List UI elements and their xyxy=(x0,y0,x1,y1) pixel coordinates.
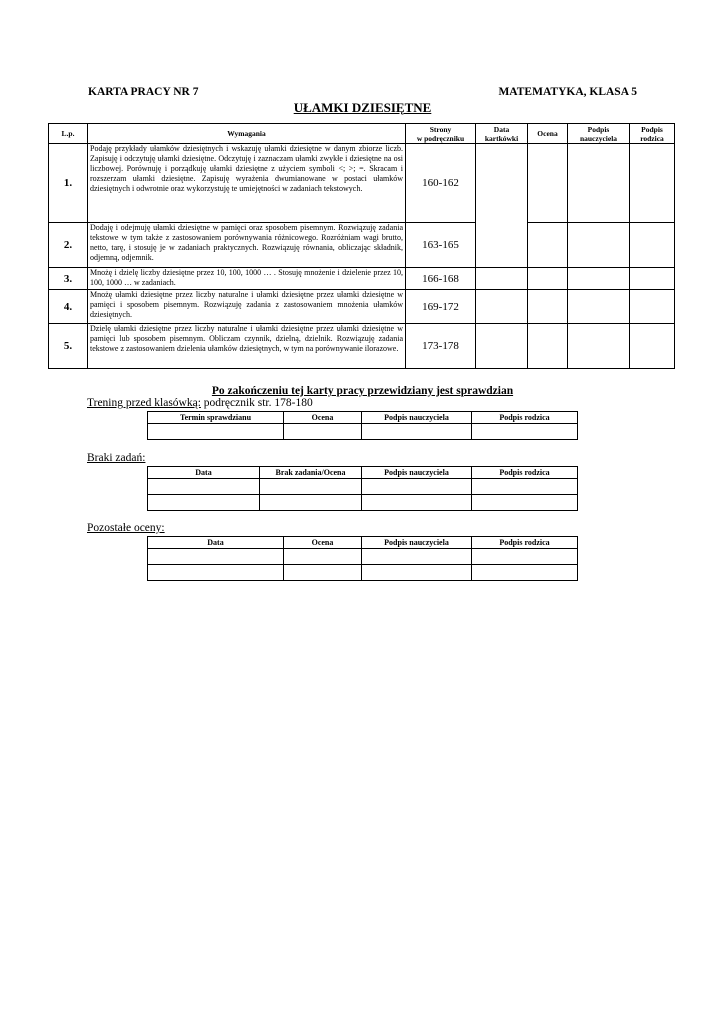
quiz-date-cell[interactable] xyxy=(476,324,528,369)
col-missing-grade: Brak zadania/Ocena xyxy=(260,467,362,479)
other-grades-label: Pozostałe oceny: xyxy=(87,522,165,534)
col-grade: Ocena xyxy=(284,412,362,424)
col-teacher-signature: Podpis nauczyciela xyxy=(362,412,472,424)
col-grade: Ocena xyxy=(528,124,568,144)
grade-cell[interactable] xyxy=(284,549,362,565)
teacher-signature-cell[interactable] xyxy=(568,144,630,223)
test-date-cell[interactable] xyxy=(148,424,284,440)
requirement-text: Dzielę ułamki dziesiętne przez liczby naturalne i ułamki dziesiętne przez ułamki dziesiętne w pamięci lub sposobem pisemnym. Obliczam czynnik, dzielną, dzielnik. Rozwiązuję zadania tekstowe z zastosowaniem dzielenia ułamków dziesiętnych, w tym na porównywanie ilorazowe. xyxy=(88,324,406,369)
parent-signature-cell[interactable] xyxy=(630,223,675,268)
teacher-signature-cell[interactable] xyxy=(362,479,472,495)
col-parent-signature: Podpis rodzica xyxy=(472,412,578,424)
table-row xyxy=(49,144,675,223)
teacher-signature-cell[interactable] xyxy=(568,324,630,369)
training-line xyxy=(87,397,313,409)
col-pages: Strony w podręczniku xyxy=(406,124,476,144)
teacher-signature-cell[interactable] xyxy=(362,549,472,565)
table-row xyxy=(49,324,675,369)
col-teacher-signature: Podpis nauczyciela xyxy=(362,467,472,479)
parent-signature-cell[interactable] xyxy=(472,549,578,565)
col-parent-signature: Podpis rodzica xyxy=(630,124,675,144)
page-title: UŁAMKI DZIESIĘTNE xyxy=(293,100,432,115)
grade-cell[interactable] xyxy=(284,424,362,440)
date-cell[interactable] xyxy=(148,549,284,565)
grade-cell[interactable] xyxy=(528,144,568,223)
missing-grade-cell[interactable] xyxy=(260,479,362,495)
parent-signature-cell[interactable] xyxy=(472,565,578,581)
grade-cell[interactable] xyxy=(528,268,568,290)
col-parent-signature: Podpis rodzica xyxy=(472,467,578,479)
missing-tasks-table xyxy=(147,466,578,511)
page-range: 160-162 xyxy=(406,144,476,223)
col-parent-signature: Podpis rodzica xyxy=(472,537,578,549)
date-cell[interactable] xyxy=(148,495,260,511)
requirement-text: Dodaję i odejmuję ułamki dziesiętne w pamięci oraz sposobem pisemnym. Rozwiązuję zadania tekstowe w tym także z zastosowaniem porównywania różnicowego. Rozróżniam wagi brutto, netto, tarę, i stosuję je w zadaniach praktycznych. Rozwiązuję równania, obliczając składnik, odjemną, odjemnik. xyxy=(88,223,406,268)
table-row xyxy=(49,268,675,290)
table-row xyxy=(148,424,578,440)
missing-grade-cell[interactable] xyxy=(260,495,362,511)
other-grades-table xyxy=(147,536,578,581)
col-quiz-date: Data kartkówki xyxy=(476,124,528,144)
parent-signature-cell[interactable] xyxy=(472,424,578,440)
row-number: 2. xyxy=(49,223,88,268)
subject-class: MATEMATYKA, KLASA 5 xyxy=(498,86,637,98)
test-announcement: Po zakończeniu tej karty pracy przewidziany jest sprawdzian xyxy=(211,385,514,397)
teacher-signature-cell[interactable] xyxy=(568,290,630,324)
col-date: Data xyxy=(148,467,260,479)
table-row xyxy=(148,495,578,511)
col-requirements: Wymagania xyxy=(88,124,406,144)
worksheet-number: KARTA PRACY NR 7 xyxy=(88,86,199,98)
requirement-text: Mnożę ułamki dziesiętne przez liczby naturalne i ułamki dziesiętne przez ułamki dziesiętne w pamięci i sposobem pisemnym. Rozwiązuję zadania z zastosowaniem mnożenia ułamków dziesiętnych. xyxy=(88,290,406,324)
requirements-table xyxy=(48,123,675,369)
parent-signature-cell[interactable] xyxy=(630,268,675,290)
grade-cell[interactable] xyxy=(528,290,568,324)
quiz-date-cell[interactable] xyxy=(476,268,528,290)
page-range: 166-168 xyxy=(406,268,476,290)
teacher-signature-cell[interactable] xyxy=(568,223,630,268)
col-test-date: Termin sprawdzianu xyxy=(148,412,284,424)
col-teacher-signature: Podpis nauczyciela xyxy=(568,124,630,144)
table-row xyxy=(148,565,578,581)
quiz-date-cell[interactable] xyxy=(476,290,528,324)
col-teacher-signature: Podpis nauczyciela xyxy=(362,537,472,549)
parent-signature-cell[interactable] xyxy=(472,479,578,495)
requirement-text: Podaję przykłady ułamków dziesiętnych i wskazuję ułamki dziesiętne w danym zbiorze liczb. Zapisuję i odczytuję ułamki dziesiętne. Odczytuję i zaznaczam ułamki zwykłe i dziesiętne na osi liczbowej. Porównuję i porządkuję ułamki dziesiętne z użyciem symboli <; >; =. Skracam i rozszerzam ułamki dziesiętne. Zapisuję wyrażenia dwumianowane w postaci ułamków dziesiętnych i odwrotnie oraz wykorzystuję te umiejętności w zadaniach tekstowych. xyxy=(88,144,406,223)
date-cell[interactable] xyxy=(148,565,284,581)
teacher-signature-cell[interactable] xyxy=(362,495,472,511)
parent-signature-cell[interactable] xyxy=(630,144,675,223)
test-table xyxy=(147,411,578,440)
parent-signature-cell[interactable] xyxy=(630,324,675,369)
teacher-signature-cell[interactable] xyxy=(362,565,472,581)
parent-signature-cell[interactable] xyxy=(472,495,578,511)
col-date: Data xyxy=(148,537,284,549)
training-label: Trening przed klasówką: xyxy=(87,397,201,409)
missing-tasks-label: Braki zadań: xyxy=(87,452,146,464)
page-range: 173-178 xyxy=(406,324,476,369)
date-cell[interactable] xyxy=(148,479,260,495)
table-row xyxy=(148,549,578,565)
grade-cell[interactable] xyxy=(528,324,568,369)
table-row xyxy=(49,223,675,268)
requirement-text: Mnożę i dzielę liczby dziesiętne przez 10, 100, 1000 … . Stosuję mnożenie i dzielenie przez 10, 100, 1000 … w zadaniach. xyxy=(88,268,406,290)
page-range: 163-165 xyxy=(406,223,476,268)
col-grade: Ocena xyxy=(284,537,362,549)
quiz-date-cell[interactable] xyxy=(476,144,528,268)
parent-signature-cell[interactable] xyxy=(630,290,675,324)
col-lp: L.p. xyxy=(49,124,88,144)
teacher-signature-cell[interactable] xyxy=(362,424,472,440)
page-range: 169-172 xyxy=(406,290,476,324)
teacher-signature-cell[interactable] xyxy=(568,268,630,290)
row-number: 4. xyxy=(49,290,88,324)
grade-cell[interactable] xyxy=(528,223,568,268)
row-number: 5. xyxy=(49,324,88,369)
table-row xyxy=(49,290,675,324)
row-number: 1. xyxy=(49,144,88,223)
grade-cell[interactable] xyxy=(284,565,362,581)
training-value: podręcznik str. 178-180 xyxy=(200,397,313,409)
table-row xyxy=(148,479,578,495)
row-number: 3. xyxy=(49,268,88,290)
